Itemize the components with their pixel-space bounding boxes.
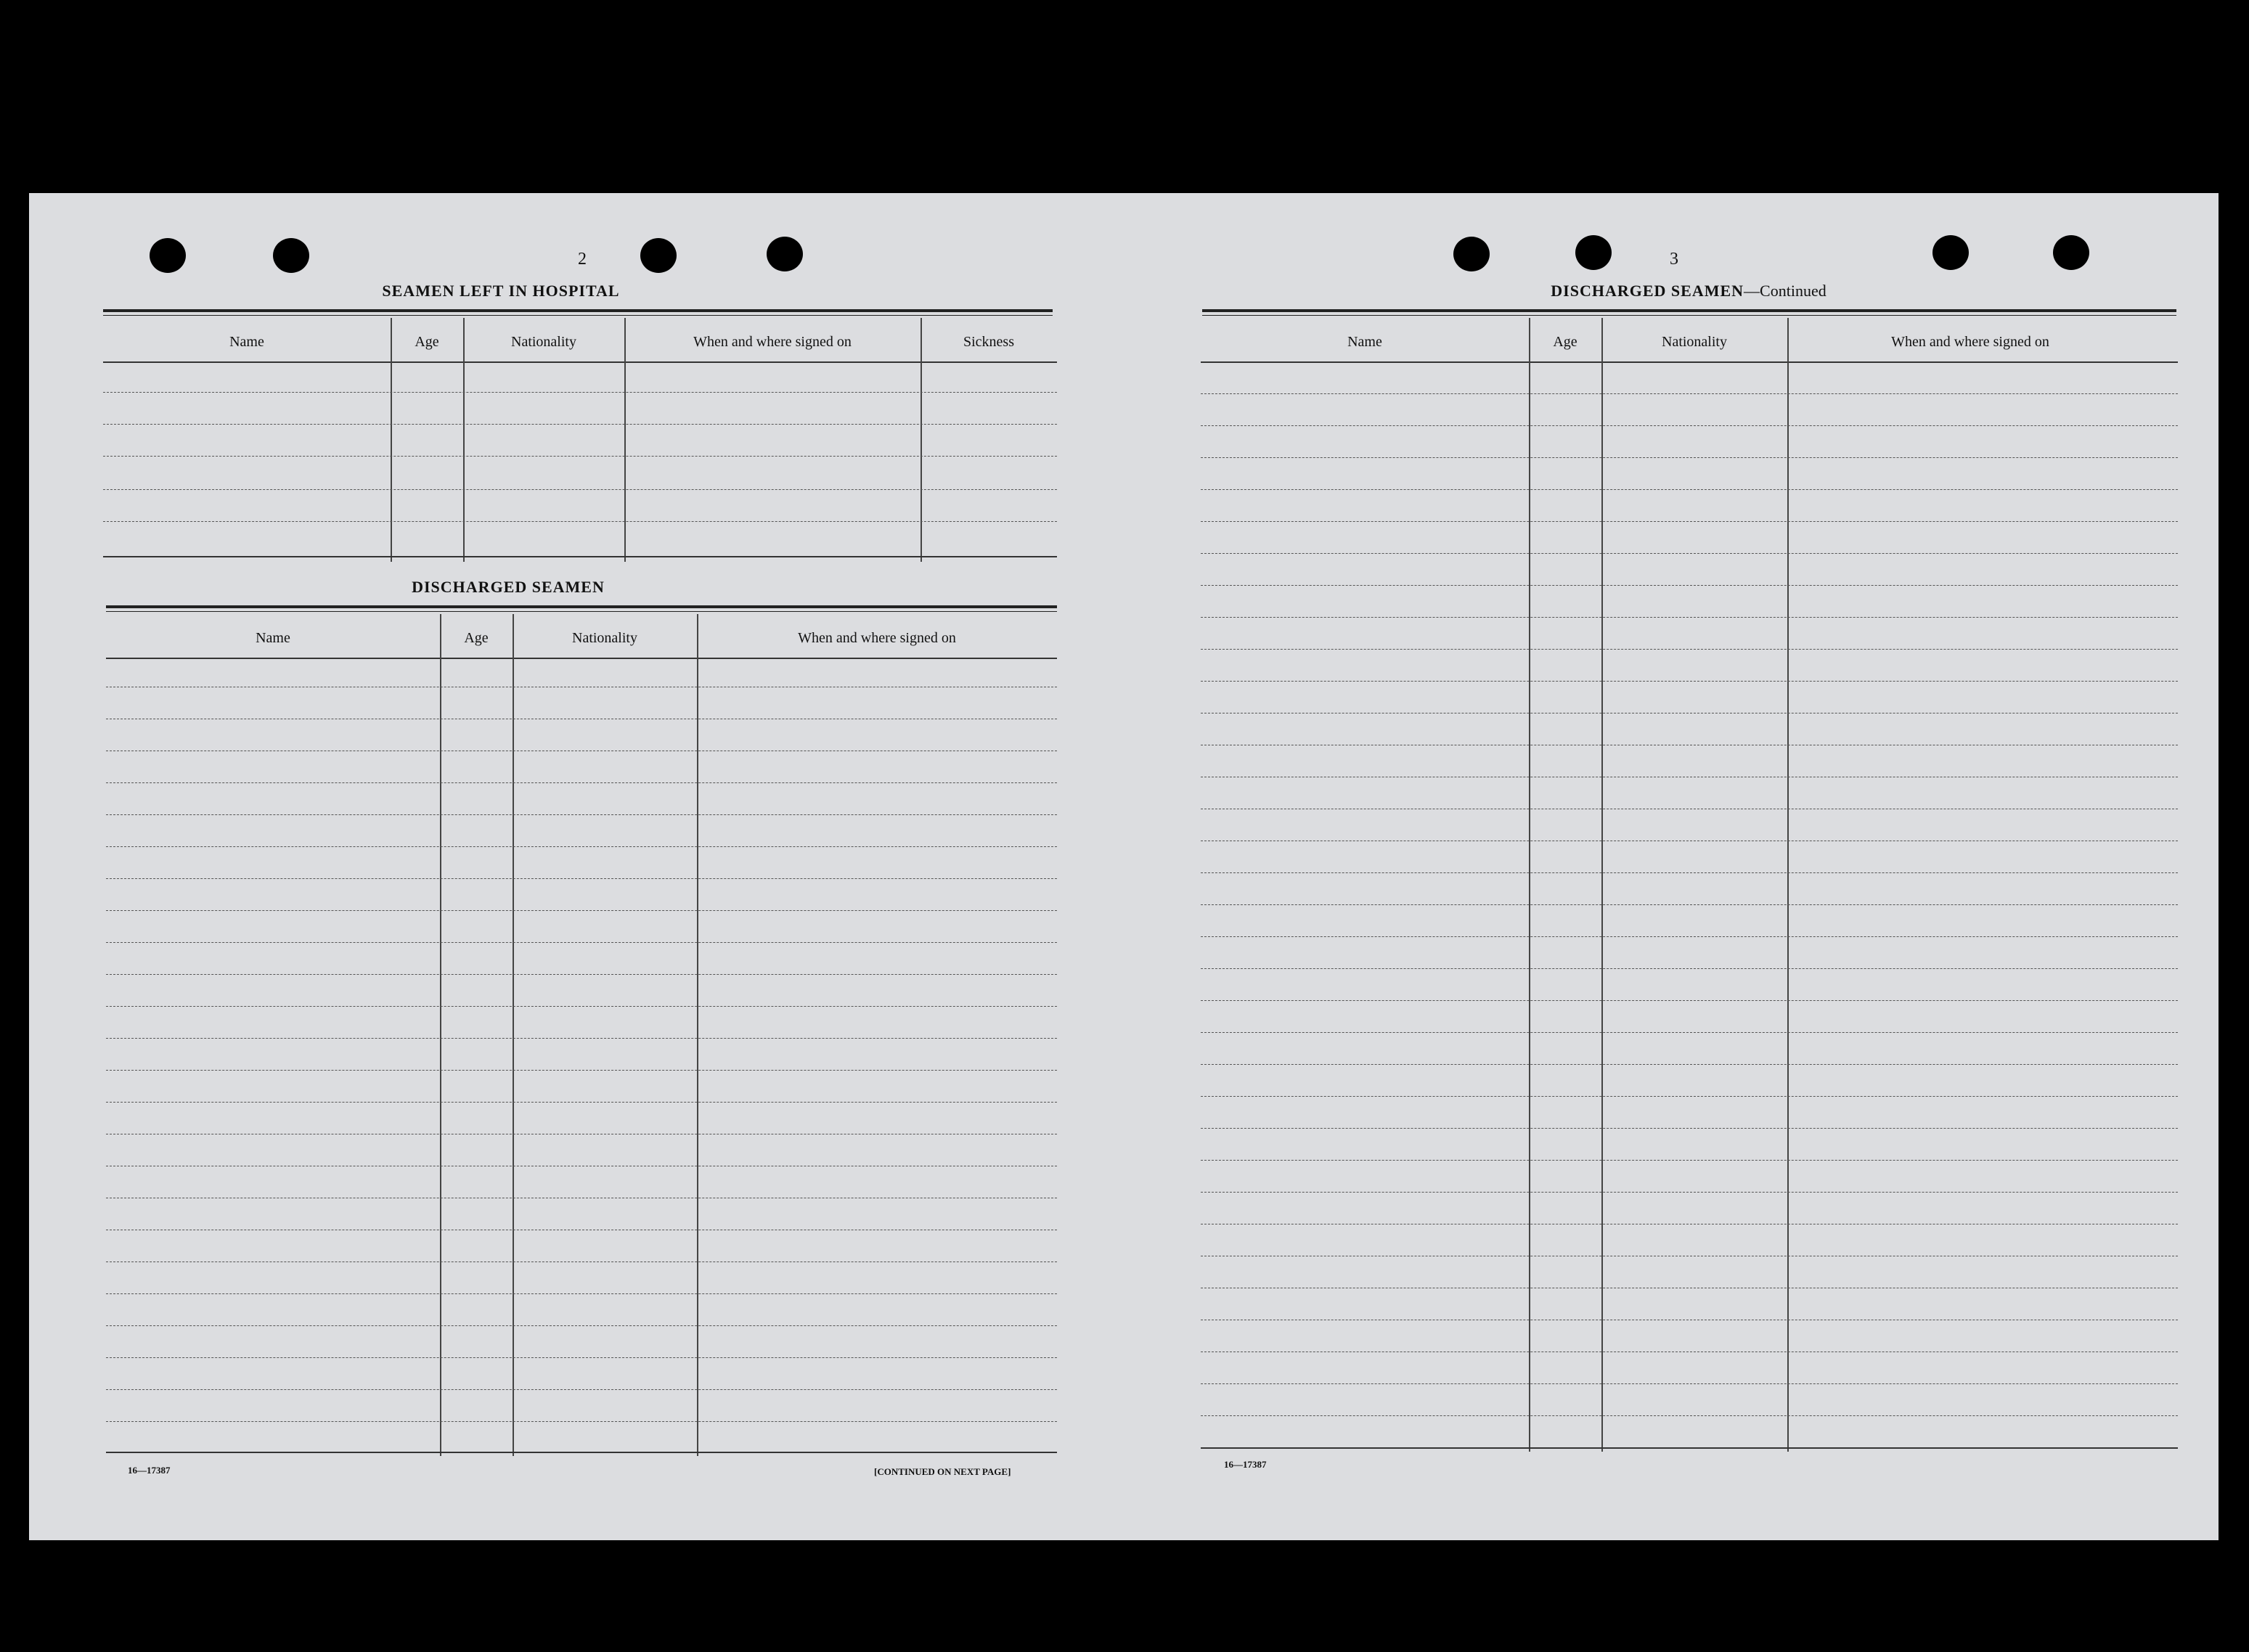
column-header-when-where: When and where signed on [1891, 334, 2049, 350]
entry-line [106, 1421, 1057, 1422]
discharged-seamen-title: DISCHARGED SEAMEN [412, 578, 605, 596]
entry-line [1201, 585, 2178, 586]
discharged-seamen-continued-table [1201, 318, 2178, 1356]
column-header-when-where: When and where signed on [693, 334, 852, 350]
entry-line [1201, 393, 2178, 394]
title-rule [106, 605, 1057, 612]
entry-line [1201, 1383, 2178, 1384]
punch-hole [1575, 235, 1612, 270]
entry-line [1201, 457, 2178, 458]
entry-line [106, 910, 1057, 911]
entry-line [1201, 1032, 2178, 1033]
column-header-sickness: Sickness [963, 334, 1014, 350]
entry-line [106, 1070, 1057, 1071]
entry-line [1201, 1128, 2178, 1129]
column-header-age: Age [415, 334, 439, 350]
entry-line [106, 814, 1057, 815]
column-divider [1787, 318, 1789, 1452]
entry-line [1201, 1064, 2178, 1065]
entry-line [106, 1325, 1057, 1326]
table-bottom-line [103, 556, 1057, 557]
column-header-age: Age [464, 630, 489, 646]
entry-line [1201, 1415, 2178, 1416]
discharged-seamen-continued-title [1202, 282, 2175, 300]
entry-line [1201, 1000, 2178, 1001]
title-rule [103, 309, 1053, 316]
entry-line [103, 424, 1057, 425]
seamen-left-in-hospital-title: SEAMEN LEFT IN HOSPITAL [382, 282, 620, 300]
punch-hole [1932, 235, 1969, 270]
entry-line [106, 878, 1057, 879]
entry-line [1201, 1160, 2178, 1161]
entry-line [106, 1389, 1057, 1390]
column-divider [921, 318, 922, 562]
left-form-number: 16—17387 [128, 1465, 171, 1476]
table-bottom-line [106, 1452, 1057, 1453]
entry-line [1201, 489, 2178, 490]
entry-line [106, 1102, 1057, 1103]
column-header-name: Name [229, 334, 264, 350]
column-header-nationality: Nationality [511, 334, 576, 350]
entry-line [103, 456, 1057, 457]
column-divider [513, 614, 514, 1456]
entry-line [106, 1006, 1057, 1007]
entry-line [106, 1293, 1057, 1294]
column-header-name: Name [256, 630, 290, 646]
entry-line [106, 782, 1057, 783]
entry-line [1201, 1096, 2178, 1097]
punch-hole [150, 238, 186, 273]
header-line [1201, 361, 2178, 363]
header-line [103, 361, 1057, 363]
entry-line [1201, 521, 2178, 522]
entry-line [1201, 904, 2178, 905]
column-divider [1601, 318, 1603, 1452]
column-divider [440, 614, 441, 1456]
entry-line [1201, 1192, 2178, 1193]
entry-line [106, 942, 1057, 943]
entry-line [1201, 936, 2178, 937]
entry-line [106, 974, 1057, 975]
discharged-seamen-table [106, 614, 1057, 1652]
header-line [106, 658, 1057, 659]
entry-line [106, 1038, 1057, 1039]
column-header-name: Name [1347, 334, 1382, 350]
continued-note: [CONTINUED ON NEXT PAGE] [874, 1466, 1011, 1477]
title-rule [1202, 309, 2176, 316]
entry-line [1201, 649, 2178, 650]
column-divider [391, 318, 392, 562]
entry-line [103, 392, 1057, 393]
column-header-nationality: Nationality [1662, 334, 1727, 350]
punch-hole [640, 238, 677, 273]
section-title-text: DISCHARGED SEAMEN [1551, 282, 1744, 300]
entry-line [1201, 968, 2178, 969]
punch-hole [273, 238, 309, 273]
column-header-nationality: Nationality [572, 630, 637, 646]
entry-line [106, 1357, 1057, 1358]
punch-hole [1453, 237, 1490, 271]
entry-line [1201, 872, 2178, 873]
entry-line [106, 846, 1057, 847]
form-sheet [29, 193, 2219, 1540]
table-bottom-line [1201, 1447, 2178, 1449]
column-header-age: Age [1553, 334, 1577, 350]
left-page-number: 2 [578, 250, 587, 269]
right-form-number: 16—17387 [1224, 1459, 1267, 1470]
hospital-table [103, 318, 1057, 562]
column-divider [697, 614, 698, 1456]
column-divider [624, 318, 626, 562]
punch-hole [2053, 235, 2089, 270]
right-page-number: 3 [1670, 250, 1678, 269]
column-header-when-where: When and where signed on [798, 630, 956, 646]
entry-line [1201, 617, 2178, 618]
continued-suffix: —Continued [1744, 282, 1826, 300]
column-divider [463, 318, 465, 562]
entry-line [1201, 681, 2178, 682]
entry-line [1201, 553, 2178, 554]
entry-line [103, 521, 1057, 522]
entry-line [1201, 425, 2178, 426]
column-divider [1529, 318, 1530, 1452]
entry-line [103, 489, 1057, 490]
punch-hole [767, 237, 803, 271]
